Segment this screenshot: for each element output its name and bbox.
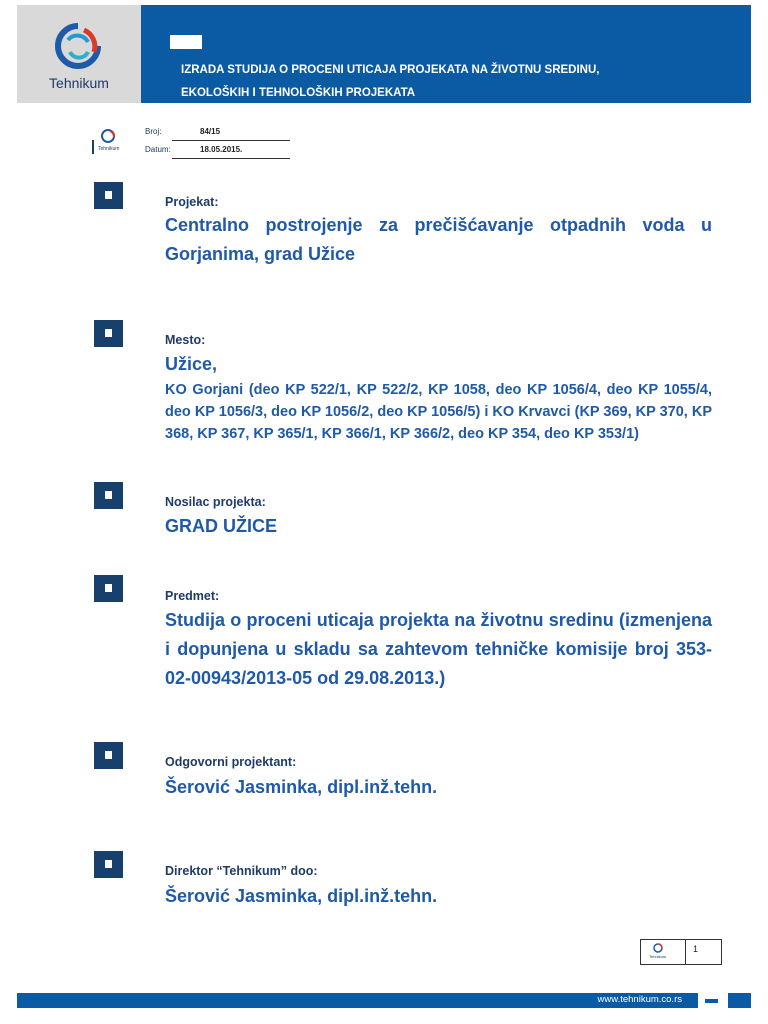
footer-url: www.tehnikum.co.rs <box>597 994 682 1005</box>
footer-end-block <box>728 993 751 1008</box>
tehnikum-logo-icon <box>54 22 102 70</box>
section-bullet-icon <box>94 851 123 878</box>
section-bullet-icon <box>94 320 123 347</box>
datum-label: Datum: <box>145 145 171 154</box>
nosilac-label: Nosilac projekta: <box>165 495 266 509</box>
projekat-label: Projekat: <box>165 195 219 209</box>
page-number: 1 <box>693 944 699 954</box>
mesto-value: Užice, <box>165 354 218 374</box>
section-bullet-icon <box>94 742 123 769</box>
header-title-line2: EKOLOŠKIH I TEHNOLOŠKIH PROJEKATA <box>181 87 416 99</box>
header-square-icon <box>170 35 202 49</box>
projektant-label: Odgovorni projektant: <box>165 755 297 769</box>
logo-text: Tehnikum <box>49 75 109 91</box>
datum-underline <box>172 158 290 159</box>
direktor-value: Šerović Jasminka, dipl.inž.tehn. <box>165 886 438 906</box>
projekat-value: Centralno postrojenje za prečišćavanje otpadnih voda u Gorjanima, grad Užice <box>165 215 712 264</box>
datum-value: 18.05.2015. <box>200 145 243 154</box>
page-box-logo-text: Tehnikum <box>649 954 667 959</box>
header-title-line1: IZRADA STUDIJA O PROCENI UTICAJA PROJEKATA NA ŽIVOTNU SREDINU, <box>181 64 600 76</box>
nosilac-value: GRAD UŽICE <box>165 516 277 536</box>
mesto-detail: KO Gorjani (deo KP 522/1, KP 522/2, KP 1058, deo KP 1056/4, deo KP 1055/4, deo KP 1056/3, deo KP 1056/2, deo KP 1056/5) i KO Krvavci (KP 369, KP 370, KP 368, KP 367, KP 365/1, KP 366/1, KP 366/2, deo KP 354, deo KP 353/1) <box>165 382 712 442</box>
page-box-logo-icon <box>651 942 665 954</box>
footer-band <box>17 993 698 1008</box>
section-bullet-icon <box>94 482 123 509</box>
section-bullet-icon <box>94 182 123 209</box>
section-bullet-icon <box>94 575 123 602</box>
predmet-label: Predmet: <box>165 589 220 603</box>
page-box-divider <box>685 940 686 964</box>
page-number-box <box>640 939 722 965</box>
predmet-value: Studija o proceni uticaja projekta na životnu sredinu (izmenjena i dopunjena u skladu sa zahtevom tehničke komisije broj 353-02-00943/2013-05 od 29.08.2013.) <box>165 610 712 688</box>
mini-logo-icon <box>92 128 124 146</box>
ref-divider <box>92 140 94 154</box>
footer-dash <box>705 999 718 1003</box>
mesto-label: Mesto: <box>165 333 206 347</box>
projektant-value: Šerović Jasminka, dipl.inž.tehn. <box>165 777 438 797</box>
header-band <box>141 5 751 103</box>
broj-underline <box>172 140 290 141</box>
broj-label: Broj: <box>145 127 162 136</box>
header-logo-panel <box>17 5 141 103</box>
direktor-label: Direktor “Tehnikum” doo: <box>165 864 318 878</box>
broj-value: 84/15 <box>200 127 221 136</box>
mini-logo-text: Tehnikum <box>98 146 120 152</box>
mini-logo <box>92 128 124 156</box>
